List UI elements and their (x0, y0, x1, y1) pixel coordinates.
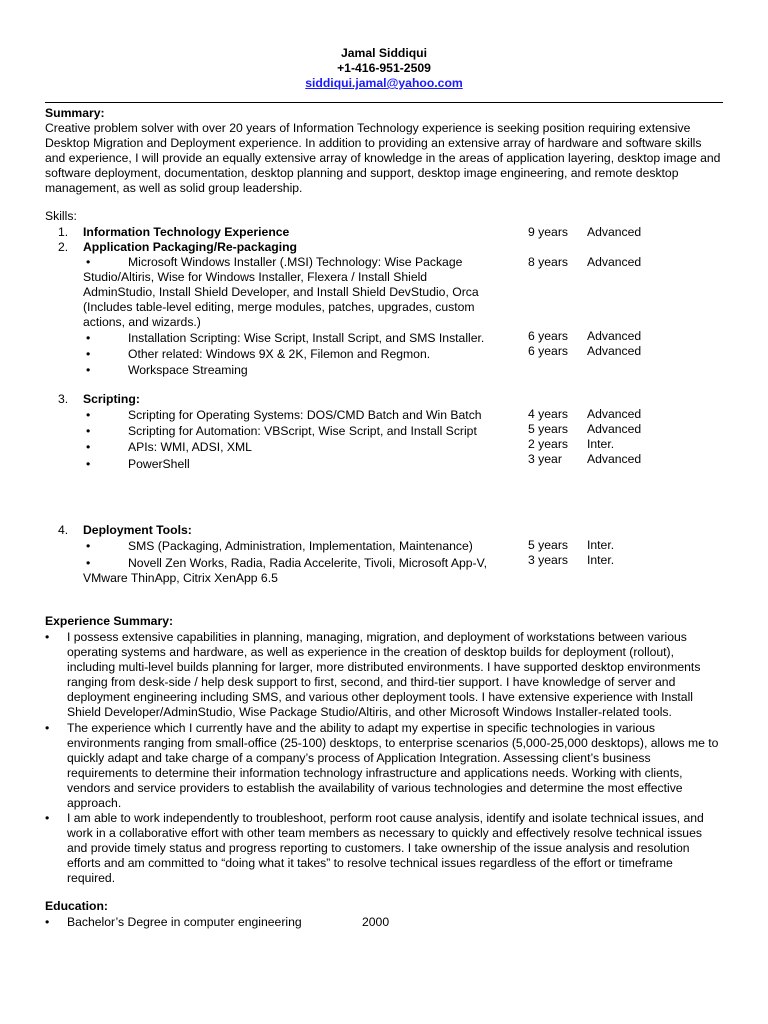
skills-heading: Skills: (45, 209, 77, 223)
bullet-icon: • (86, 347, 91, 361)
bullet-icon: • (45, 721, 50, 735)
bullet-icon: • (86, 457, 91, 471)
skill-item-line: Scripting for Automation: VBScript, Wise Script, and Install Script (128, 424, 477, 438)
skill-item-line: actions, and wizards.) (83, 315, 201, 329)
experience-item: I am able to work independently to troubleshoot, perform root cause analysis, identify and isolate technical issues, and work in a collaborative effort with other team members as necessary to quickly and effectively resolve technical issues and provide timely status and progress reporting to customers. I take ownership of the issue analysis and resolution efforts and am committed to “doing what it takes” to resolve technical issues regardless of the effort or timeframe required. (67, 811, 704, 885)
bullet-icon: • (86, 363, 91, 377)
skill-level: Inter. (587, 437, 615, 451)
bullet-icon: • (45, 915, 50, 929)
skill-group-number: 3. (58, 392, 69, 406)
candidate-email-link[interactable]: siddiqui.jamal@yahoo.com (305, 76, 463, 90)
experience-item: I possess extensive capabilities in planning, managing, migration, and deployment of workstations between various operating systems and hardware, as well as experience in the creation of desktop builds for deployment (rollout), including multi-level builds planning for larger, more distributed environments. I have supported desktop environments ranging from desk-side / help desk support to first, second, and third-tier support. I have knowledge of server and deployment engineering including SMS, and various other deployment tools. I have extensive experience with Install Shield Developer/AdminStudio, Wise Package Studio/Altiris, and other Microsoft Windows Installer-related tools. (67, 630, 701, 719)
skill-level: Advanced (587, 407, 642, 421)
skill-item-line: PowerShell (128, 457, 190, 471)
experience-item: The experience which I currently have and the ability to adapt my expertise in specific technologies in various environments ranging from small-office (25-100) desktops, to enterprise scenarios (5,000-25,000 desktops), allows me to quickly adapt and take charge of a company’s process of Application Integration. Assessing client’s business requirements to determine their information technology infrastructure and applications needs. Working with clients, vendors and service providers to establish the availability of various technologies and determine the most effective approach. (67, 721, 719, 810)
skill-years: 3 years (528, 553, 568, 567)
skill-level: Inter. (587, 538, 615, 552)
skill-years: 4 years (528, 407, 568, 421)
skill-level: Inter. (587, 553, 615, 567)
skill-group-number: 4. (58, 523, 69, 537)
skill-years: 5 years (528, 538, 568, 552)
bullet-icon: • (86, 556, 91, 570)
skill-item-line: (Includes table-level editing, merge modules, patches, upgrades, custom (83, 300, 475, 314)
education-heading: Education: (45, 899, 108, 913)
skill-item-line: APIs: WMI, ADSI, XML (128, 440, 252, 454)
skill-item-line: Workspace Streaming (128, 363, 248, 377)
skill-years: 9 years (528, 225, 568, 239)
skill-item-line: Microsoft Windows Installer (.MSI) Technology: Wise Package (128, 255, 463, 269)
skill-group-title: Deployment Tools: (83, 523, 192, 537)
skill-years: 6 years (528, 344, 568, 358)
summary-heading: Summary: (45, 106, 105, 120)
skill-years: 8 years (528, 255, 568, 269)
bullet-icon: • (86, 408, 91, 422)
skill-level: Advanced (587, 422, 642, 436)
skill-item-line: Scripting for Operating Systems: DOS/CMD Batch and Win Batch (128, 408, 482, 422)
skill-years: 5 years (528, 422, 568, 436)
skill-level: Advanced (587, 344, 642, 358)
bullet-icon: • (86, 440, 91, 454)
skill-years: 2 years (528, 437, 568, 451)
skill-years: 3 year (528, 452, 562, 466)
education-year: 2000 (362, 915, 390, 929)
bullet-icon: • (86, 255, 91, 269)
skill-years: 6 years (528, 329, 568, 343)
skill-level: Advanced (587, 452, 642, 466)
bullet-icon: • (86, 424, 91, 438)
skill-item-line: Installation Scripting: Wise Script, Install Script, and SMS Installer. (128, 331, 485, 345)
skill-group-number: 2. (58, 240, 69, 254)
skill-item-line: AdminStudio, Install Shield Developer, and Install Shield DevStudio, Orca (83, 285, 479, 299)
skill-item-line: VMware ThinApp, Citrix XenApp 6.5 (83, 571, 278, 585)
skill-group-title: Scripting: (83, 392, 140, 406)
education-degree: Bachelor’s Degree in computer engineering (67, 915, 302, 929)
bullet-icon: • (45, 811, 50, 825)
skill-group-title: Application Packaging/Re-packaging (83, 240, 298, 254)
candidate-name: Jamal Siddiqui (340, 46, 427, 60)
skill-item-line: SMS (Packaging, Administration, Implementation, Maintenance) (128, 539, 473, 553)
bullet-icon: • (45, 630, 50, 644)
bullet-icon: • (86, 539, 91, 553)
skill-item-line: Novell Zen Works, Radia, Radia Accelerite, Tivoli, Microsoft App-V, (128, 556, 487, 570)
skill-group-title: Information Technology Experience (83, 225, 290, 239)
bullet-icon: • (86, 331, 91, 345)
experience-heading: Experience Summary: (45, 614, 174, 628)
skill-item-line: Other related: Windows 9X & 2K, Filemon and Regmon. (128, 347, 431, 361)
skill-item-line: Studio/Altiris, Wise for Windows Installer, Flexera / Install Shield (83, 270, 428, 284)
skill-level: Advanced (587, 329, 642, 343)
skill-level: Advanced (587, 225, 642, 239)
skill-group-number: 1. (58, 225, 69, 239)
skill-level: Advanced (587, 255, 642, 269)
header-divider (45, 102, 723, 103)
summary-text: Creative problem solver with over 20 years of Information Technology experience is seeking position requiring extensive Desktop Migration and Deployment experience. In addition to providing an extensive array of hardware and software skills and experience, I will provide an equally extensive array of knowledge in the areas of application layering, desktop image and software deployment, documentation, desktop planning and support, desktop image engineering, and remote desktop management, as well as solid group leadership. (45, 121, 721, 195)
candidate-phone: +1-416-951-2509 (337, 61, 431, 75)
email-link-row (0, 76, 768, 91)
